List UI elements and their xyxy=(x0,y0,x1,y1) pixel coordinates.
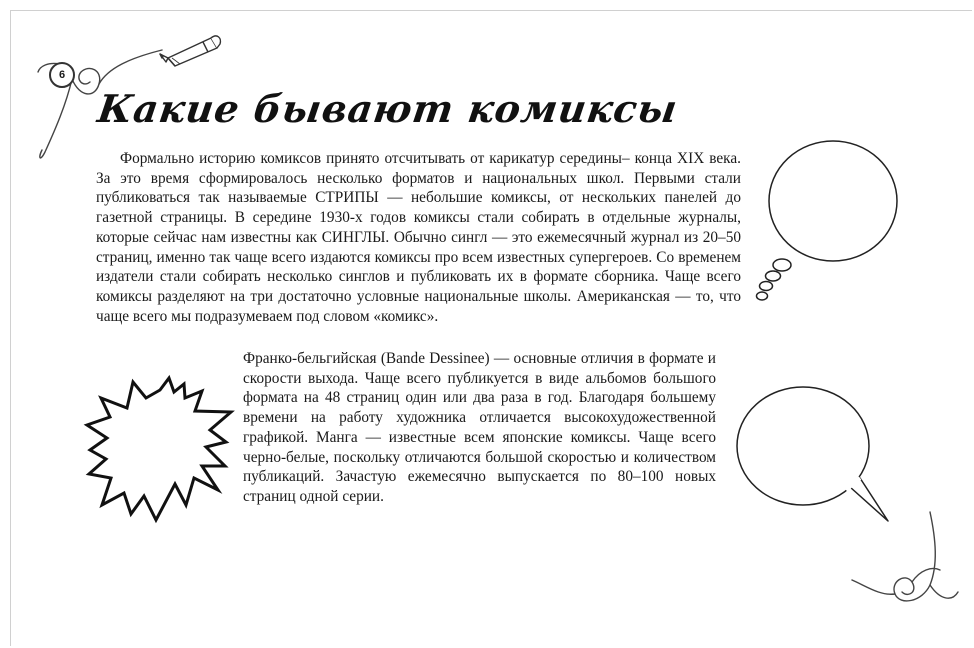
explosion-bubble-icon xyxy=(87,378,231,520)
pencil-icon xyxy=(160,36,220,66)
page-number: 6 xyxy=(49,62,75,88)
bottom-flourish-icon xyxy=(852,512,958,601)
thought-bubble-icon xyxy=(757,141,898,300)
body-paragraph-1: Формально историю комиксов принято отсчитывать от карикатур середины– конца XIX века. За это время сформировалось несколько форматов и национальных школ. Первыми стали публиковаться так называемые СТРИПЫ — небольшие комиксы, от нескольких панелей до газетной страницы. В середине 1930-х годов комиксы стали собирать в отдельные журналы, которые сейчас нам известны как СИНГЛЫ. Обычно сингл — это ежемесячный журнал из 20–50 страниц, именно так чаще всего издаются комиксы про всем известных супергероев. Со временем издатели стали собирать несколько синглов и публиковать их в формате сборника. Чаще всего комиксы разделяют на три достаточно условные национальные школы. Американская — то, что чаще всего мы подразумеваем под словом «комикс». xyxy=(96,150,741,325)
page-title: Какие бывают комиксы xyxy=(95,86,681,131)
body-paragraph-2: Франко-бельгийская (Bande Dessinee) — основные отличия в формате и скорости выхода. Чаще всего публикуется в виде альбомов большого формата на 48 страниц один или два раза в год. Благодаря большему времени на работу художника отличается высокохудожественной графикой. Манга — известные всем японские комиксы. Чаще всего черно-белые, поскольку отличаются большой скоростью и количеством публикаций. Зачастую ежемесячно выпускается по 80–100 новых страниц одной серии. xyxy=(243,350,716,505)
speech-bubble-icon xyxy=(737,387,888,521)
